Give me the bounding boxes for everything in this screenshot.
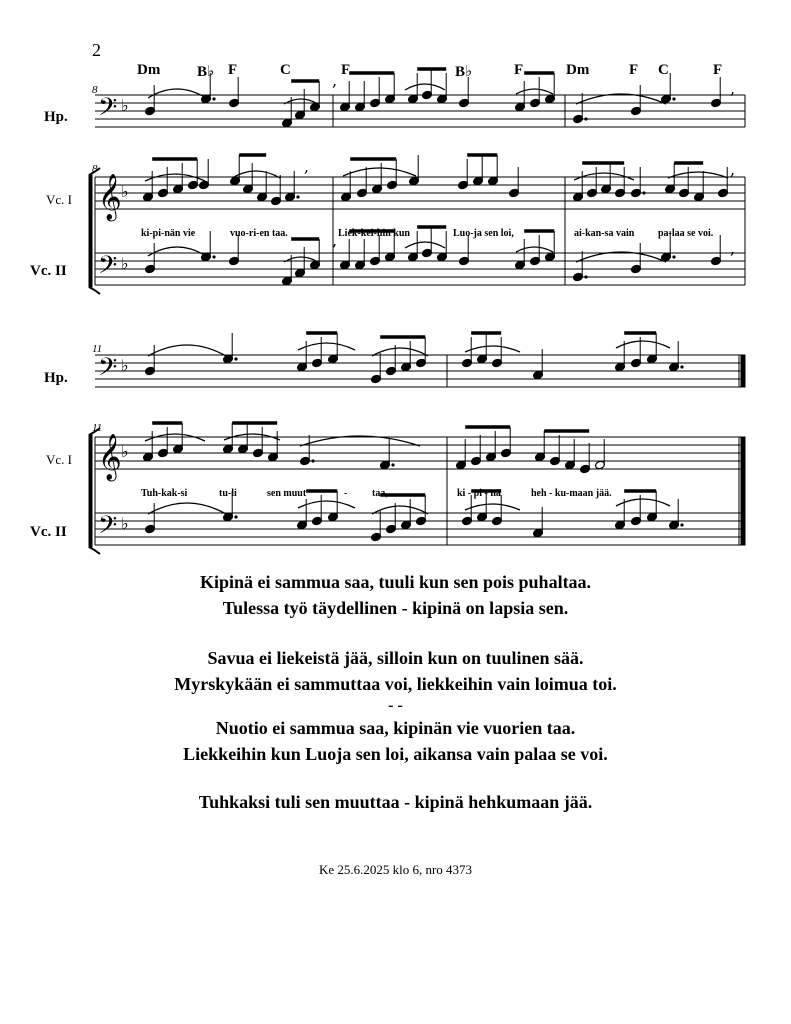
chord-symbol: F: [713, 62, 723, 78]
augmentation-dot: [680, 523, 683, 526]
verse-line: Tuhkaksi tuli sen muuttaa - kipinä hehkumaan jää.: [198, 792, 593, 812]
slur: [405, 242, 445, 248]
chord-symbol: Dm: [137, 62, 161, 78]
lyric-syllables: heh - ku-maan jää.: [531, 488, 612, 499]
slur: [516, 247, 553, 252]
breath-mark: ,: [304, 157, 310, 176]
verse-line: Nuotio ei sammua saa, kipinän vie vuorien taa.: [215, 718, 576, 738]
chord-symbol: F: [514, 62, 524, 78]
verse-line: Kipinä ei sammua saa, tuuli kun sen pois puhaltaa.: [199, 572, 592, 592]
lyric-syllables: pa-laa se voi.: [658, 228, 714, 239]
verse-line: Savua ei liekeistä jää, silloin kun on tuulinen sää.: [207, 648, 584, 668]
staff-violin-2: [95, 253, 745, 285]
augmentation-dot: [212, 255, 215, 258]
augmentation-dot: [234, 357, 237, 360]
augmentation-dot: [680, 365, 683, 368]
verse-line: Liekkeihin kun Luoja sen loi, aikansa vain palaa se voi.: [183, 744, 608, 764]
flat-icon: ♭: [121, 182, 129, 201]
augmentation-dot: [311, 459, 314, 462]
chord-symbol: B♭: [197, 64, 215, 80]
augmentation-dot: [672, 255, 675, 258]
chord-symbol: C: [280, 62, 291, 78]
slur: [405, 84, 445, 90]
lyric-syllables: Tuh-kak-si: [141, 488, 188, 499]
page-number: 2: [92, 40, 101, 60]
slur: [343, 168, 416, 176]
verse-line: Myrskykään ei sammuttaa voi, liekkeihin vain loimua toi.: [174, 674, 617, 694]
bass-clef-icon: 𝄢: [98, 511, 118, 546]
lyric-syllables: ki-pi-nän vie: [141, 228, 196, 239]
breath-mark: ,: [730, 79, 736, 98]
instrument-label-harp: Hp.: [44, 370, 68, 386]
lyric-syllables: tu-li: [219, 488, 237, 499]
slur: [148, 503, 226, 514]
barlines: [95, 95, 745, 285]
chord-symbol: F: [629, 62, 639, 78]
augmentation-dot: [584, 275, 587, 278]
bass-clef-icon: 𝄢: [98, 93, 118, 128]
breath-mark: ,: [332, 231, 338, 250]
instrument-label-violin-2: Vc. II: [30, 524, 67, 540]
footer-date: Ke 25.6.2025 klo 6, nro 4373: [318, 862, 473, 877]
augmentation-dot: [584, 117, 587, 120]
breath-mark: ,: [730, 160, 736, 179]
verse-line: Tulessa työ täydellinen - kipinä on lapsia sen.: [222, 598, 569, 618]
measure-number: 11: [92, 343, 103, 355]
slur: [148, 247, 206, 256]
lyric-syllables: Luo-ja sen loi,: [453, 228, 514, 239]
final-barline: [741, 355, 745, 545]
chord-symbol: B♭: [455, 64, 473, 80]
lyric-syllables: -: [344, 488, 348, 499]
treble-clef-icon: 𝄞: [98, 434, 122, 480]
slur: [465, 504, 520, 510]
instrument-label-violin-1: Vc. I: [46, 192, 72, 207]
flat-icon: ♭: [121, 356, 129, 375]
instrument-label-harp: Hp.: [44, 109, 68, 125]
lyric-syllables: vuo-ri-en taa.: [230, 228, 288, 239]
bass-clef-icon: 𝄢: [98, 251, 118, 286]
chord-symbol: Dm: [566, 62, 590, 78]
augmentation-dot: [296, 195, 299, 198]
treble-clef-icon: 𝄞: [98, 174, 122, 220]
augmentation-dot: [642, 191, 645, 194]
augmentation-dot: [672, 97, 675, 100]
chord-symbol: F: [228, 62, 238, 78]
lyric-syllables: sen muut: [267, 488, 307, 499]
staff-violin-1: [95, 437, 745, 469]
measure-number: 8: [92, 84, 98, 96]
barlines: [95, 355, 739, 545]
measure-number: 11: [92, 422, 103, 434]
augmentation-dot: [391, 463, 394, 466]
flat-icon: ♭: [121, 514, 129, 533]
staff-harp: [95, 95, 745, 127]
augmentation-dot: [212, 97, 215, 100]
breath-mark: ,: [332, 71, 338, 90]
slur: [516, 89, 553, 94]
verse-separator: - -: [388, 697, 403, 714]
lyric-syllables: taa,: [372, 488, 388, 499]
measure-number: 8: [92, 163, 98, 175]
slur: [148, 345, 226, 356]
chord-symbol: C: [658, 62, 669, 78]
bass-clef-icon: 𝄢: [98, 353, 118, 388]
instrument-label-violin-2: Vc. II: [30, 263, 67, 279]
flat-icon: ♭: [121, 442, 129, 461]
lyric-syllables: ki - pi - nä: [457, 488, 501, 499]
lyric-syllables: Liek-kei-hin kun: [338, 228, 410, 239]
lyric-syllables: ai-kan-sa vain: [574, 228, 635, 239]
chord-symbol: F: [341, 62, 351, 78]
flat-icon: ♭: [121, 254, 129, 273]
slur: [148, 89, 206, 98]
slur: [465, 346, 520, 352]
breath-mark: ,: [730, 239, 736, 258]
flat-icon: ♭: [121, 96, 129, 115]
instrument-label-violin-1: Vc. I: [46, 452, 72, 467]
augmentation-dot: [234, 515, 237, 518]
